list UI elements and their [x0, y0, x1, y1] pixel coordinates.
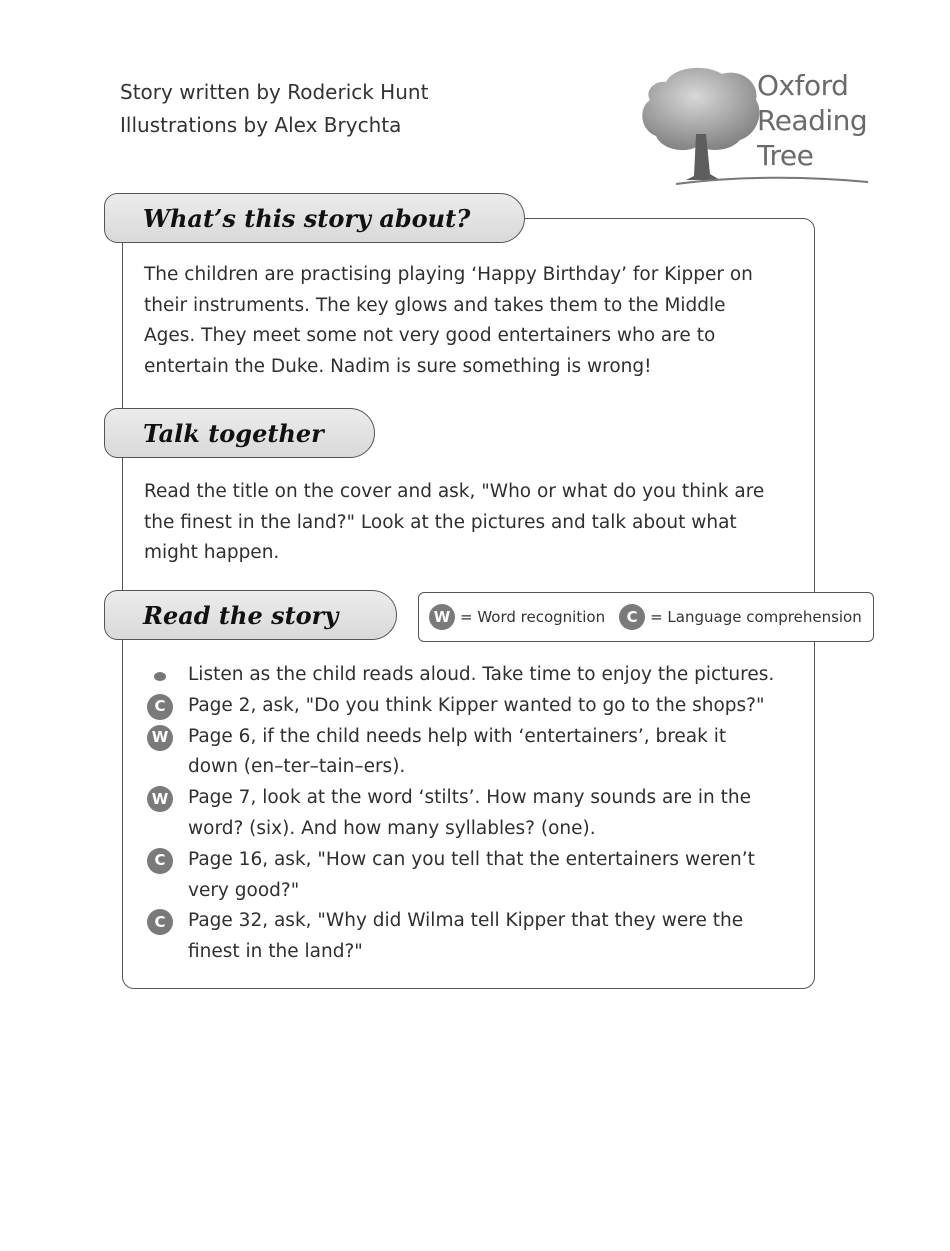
- story-summary: [144, 260, 804, 382]
- word-recognition-label: = Word recognition: [460, 608, 606, 626]
- language-comprehension-icon: C: [147, 909, 173, 935]
- logo-line-reading: Reading: [757, 104, 868, 137]
- credits: [120, 76, 428, 142]
- word-recognition-icon: W: [147, 786, 173, 812]
- summary-line: Ages. They meet some not very good entertainers who are to: [144, 325, 716, 346]
- list-item: C Page 2, ask, "Do you think Kipper wanted to go to the shops?": [144, 691, 804, 722]
- word-recognition-icon: W: [429, 604, 455, 630]
- list-item: W Page 7, look at the word ‘stilts’. How many sounds are in the word? (six). And how many syllables? (one).: [144, 783, 804, 845]
- list-item: C Page 16, ask, "How can you tell that the entertainers weren’t very good?": [144, 845, 804, 907]
- list-item: Listen as the child reads aloud. Take time to enjoy the pictures.: [144, 660, 804, 691]
- talk-line: might happen.: [144, 542, 280, 563]
- list-item: C Page 32, ask, "Why did Wilma tell Kipper that they were the finest in the land?": [144, 906, 804, 968]
- heading-whats-this-story-about: What’s this story about?: [104, 193, 525, 243]
- summary-line: entertain the Duke. Nadim is sure something is wrong!: [144, 355, 652, 377]
- illustrator-credit: Illustrations by Alex Brychta: [120, 113, 402, 137]
- talk-together-text: [144, 477, 804, 569]
- list-item: W Page 6, if the child needs help with ‘entertainers’, break it down (en–ter–tain–ers).: [144, 722, 804, 784]
- author-credit: Story written by Roderick Hunt: [120, 80, 429, 104]
- language-comprehension-label: = Language comprehension: [650, 608, 862, 626]
- language-comprehension-icon: C: [147, 694, 173, 720]
- icon-key: [418, 592, 874, 642]
- tree-icon: [642, 68, 759, 180]
- language-comprehension-icon: C: [147, 848, 173, 874]
- word-recognition-icon: W: [147, 725, 173, 751]
- logo-text: [757, 68, 867, 173]
- summary-line: The children are practising playing ‘Happy Birthday’ for Kipper on: [144, 264, 753, 285]
- talk-line: Read the title on the cover and ask, "Who or what do you think are: [144, 481, 765, 502]
- summary-line: their instruments. The key glows and takes them to the Middle: [144, 294, 726, 316]
- bullet-dot-icon: [154, 672, 166, 681]
- language-comprehension-icon: C: [619, 604, 645, 630]
- heading-read-the-story: Read the story: [104, 590, 397, 640]
- reading-guidance-list: [144, 660, 804, 968]
- logo-line-oxford: Oxford: [757, 69, 849, 102]
- logo-line-tree: Tree: [757, 139, 814, 172]
- talk-line: the finest in the land?" Look at the pictures and talk about what: [144, 511, 737, 533]
- heading-talk-together: Talk together: [104, 408, 375, 458]
